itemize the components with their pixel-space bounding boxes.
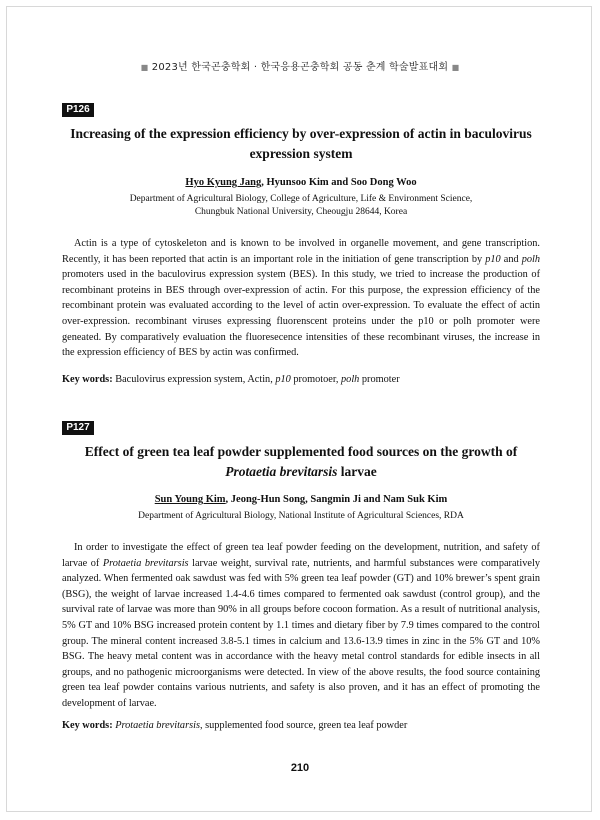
author-list — [62, 494, 540, 505]
first-author: Sun Young Kim — [154, 494, 226, 505]
header-left-mark: ■ — [140, 63, 149, 72]
title-line-1: Effect of green tea leaf powder supplemented food sources on the growth of — [84, 444, 518, 459]
paper-tag: P126 — [62, 103, 94, 117]
keyword-italic: p10 — [275, 374, 291, 385]
abstract-text: Actin is a type of cytoskeleton and is known to be involved in organelle movement, and gene transcription. Recently, it has been reported that actin is an important role in the initiation of gene transcription by — [62, 238, 540, 265]
first-author: Hyo Kyung Jang — [185, 177, 262, 188]
abstract-italic: p10 — [485, 253, 501, 265]
keywords — [62, 372, 540, 387]
affiliation-line-2: Chungbuk National University, Cheougju 28644, Korea — [194, 207, 408, 217]
keyword-italic: Protaetia brevitarsis — [115, 720, 200, 731]
abstract-text: larvae weight, survival rate, nutrients, and harmful substances were comparatively analyzed. When fermented oak sawdust was fed with 5% green tea leaf powder (GT) and 10% brewer’s spent grain (BSG), the weight of larvae increased 1.4-4.6 times compared to fermented oak sawdust (control group), and the survival rate of larvae was more than 90% in all groups before cocoon formation. As a result of nutritional analysis, 5% GT and 10% BSG increased protein content by 1.1 times and dietary fiber by 7.9 times compared to the control group. The mineral content increased 3.8-5.1 times in calcium and 13.6-13.9 times in zinc in the 5% GT and 10% BSG. The heavy metal content was in accordance with the heavy metal control standards for edible insects in all groups, and no pathogenic microorganisms were detected. In view of the above results, the food source containing green tea leaf powder contains various nutrients, and safety is also proven, and it has an effect of promoting the development of larvae. — [62, 557, 540, 709]
abstract-text: promoters used in the baculovirus expression system (BES). In this study, we tried to increase the production of recombinant proteins in BES through over-expression of actin. For this purpose, the expression efficiency of the recombinant protein was evaluated according to the level of actin over-expression. To evaluate the effect of actin over-expression. recombinant viruses expressing fluorenscent proteins under the p10 or polh promoter were geneated. By comparatively evaluation the fluoresecence intensities of these recombinant viruses, the increase in the expression efficiency of BES by actin was confirmed. — [62, 269, 540, 359]
co-authors: , Jeong-Hun Song, Sangmin Ji and Nam Suk Kim — [225, 494, 448, 505]
running-header — [0, 58, 600, 73]
keyword-text: Baculovirus expression system, Actin, — [112, 374, 276, 385]
author-list — [62, 177, 540, 188]
title-species: Protaetia brevitarsis — [225, 464, 338, 479]
header-text: 2023년 한국곤충학회 · 한국응용곤충학회 공동 춘계 학술발표대회 — [151, 62, 449, 73]
paper-title — [62, 442, 540, 482]
abstract — [62, 236, 540, 361]
title-line-2: expression system — [249, 146, 353, 161]
title-line-1: Increasing of the expression efficiency by over-expression of actin in baculovirus — [70, 126, 532, 141]
affiliation-line-1: Department of Agricultural Biology, College of Agriculture, Life & Environment Science, — [129, 194, 473, 204]
affiliation — [62, 510, 540, 523]
abstract-italic: polh — [521, 253, 541, 265]
abstract-text: In order to investigate the effect of green tea leaf powder feeding on the development, nutrition, and safety of larvae of — [62, 542, 540, 569]
co-authors: , Hyunsoo Kim and Soo Dong Woo — [261, 177, 417, 188]
affiliation-line-1: Department of Agricultural Biology, National Institute of Agricultural Sciences, RDA — [138, 511, 464, 521]
keyword-italic: polh — [341, 374, 360, 385]
keyword-text: , supplemented food source, green tea leaf powder — [199, 720, 408, 731]
abstract-text: and — [500, 253, 522, 265]
keywords-label: Key words: — [62, 720, 113, 731]
abstract — [62, 540, 540, 712]
keywords — [62, 718, 540, 733]
affiliation — [62, 193, 540, 219]
keywords-label: Key words: — [62, 374, 113, 385]
abstract-italic: Protaetia brevitarsis — [102, 557, 189, 569]
header-right-mark: ■ — [451, 63, 460, 72]
title-line-2: larvae — [337, 464, 377, 479]
page-number: 210 — [290, 762, 310, 774]
paper-title — [62, 124, 540, 164]
paper-tag: P127 — [62, 421, 94, 435]
keyword-text: promotoer, — [290, 374, 342, 385]
keyword-text: promoter — [359, 374, 400, 385]
